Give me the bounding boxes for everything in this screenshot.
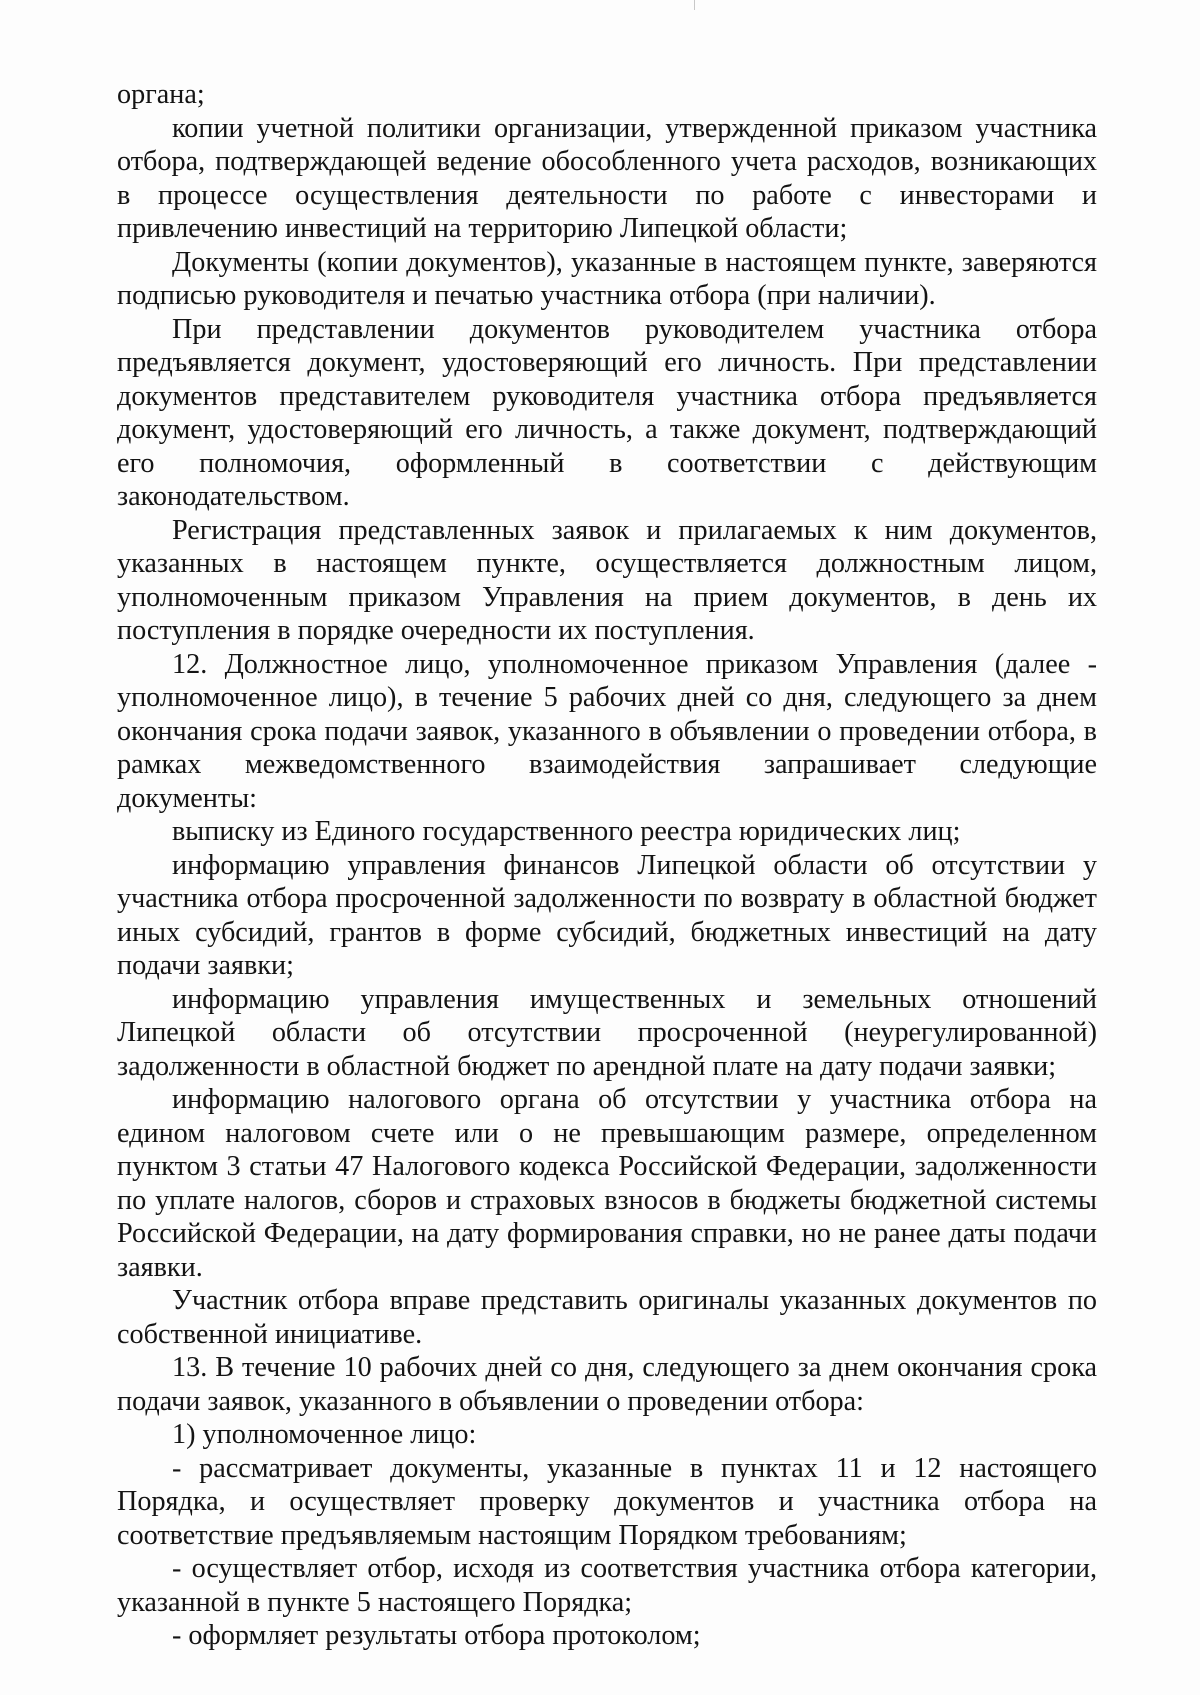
paragraph: выписку из Единого государственного реестра юридических лиц; [172, 816, 961, 847]
document-body [117, 78, 1097, 1653]
paragraph: Документы (копии документов), указанные в настоящем пункте, заверяются подписью руководителя и печатью участника отбора (при наличии). [117, 246, 1097, 311]
paragraph-item-13: 13. В течение 10 рабочих дней со дня, следующего за днем окончания срока подачи заявок, указанного в объявлении о проведении отбора: [117, 1352, 1097, 1417]
paragraph-item-12: 12. Должностное лицо, уполномоченное приказом Управления (далее - уполномоченное лицо), в течение 5 рабочих дней со дня, следующего за днем окончания срока подачи заявок, указанного в объявлении о проведении отбора, в рамках межведомственного взаимодействия запрашивает следующие документы: [117, 648, 1097, 814]
paragraph: органа; [117, 79, 205, 110]
paragraph: При представлении документов руководителем участника отбора предъявляется документ, удостоверяющий его личность. При представлении документов представителем руководителя участника отбора предъявляется документ, удостоверяющий его личность, а также документ, подтверждающий его полномочия, оформленный в соответствии с действующим законодательством. [117, 313, 1097, 512]
paragraph: Регистрация представленных заявок и прилагаемых к ним документов, указанных в настоящем пункте, осуществляется должностным лицом, уполномоченным приказом Управления на прием документов, в день их поступления в порядке очередности их поступления. [117, 514, 1097, 646]
paragraph: Участник отбора вправе представить оригиналы указанных документов по собственной инициативе. [117, 1285, 1097, 1350]
scan-artifact-mark [694, 0, 695, 10]
paragraph: 1) уполномоченное лицо: [172, 1419, 477, 1450]
list-item: - осуществляет отбор, исходя из соответствия участника отбора категории, указанной в пункте 5 настоящего Порядка; [117, 1553, 1097, 1618]
paragraph: копии учетной политики организации, утвержденной приказом участника отбора, подтверждающей ведение обособленного учета расходов, возникающих в процессе осуществления деятельности по работе с инвесторами и привлечению инвестиций на территорию Липецкой области; [117, 112, 1097, 244]
list-item: - оформляет результаты отбора протоколом; [172, 1620, 701, 1651]
paragraph: информацию управления имущественных и земельных отношений Липецкой области об отсутствии просроченной (неурегулированной) задолженности в областной бюджет по арендной плате на дату подачи заявки; [117, 983, 1097, 1082]
list-item: - рассматривает документы, указанные в пунктах 11 и 12 настоящего Порядка, и осуществляет проверку документов и участника отбора на соответствие предъявляемым настоящим Порядком требованиям; [117, 1452, 1097, 1551]
paragraph: информацию налогового органа об отсутствии у участника отбора на едином налоговом счете или о не превышающим размере, определенном пунктом 3 статьи 47 Налогового кодекса Российской Федерации, задолженности по уплате налогов, сборов и страховых взносов в бюджеты бюджетной системы Российской Федерации, на дату формирования справки, но не ранее даты подачи заявки. [117, 1084, 1097, 1283]
paragraph: информацию управления финансов Липецкой области об отсутствии у участника отбора просроченной задолженности по возврату в областной бюджет иных субсидий, грантов в форме субсидий, бюджетных инвестиций на дату подачи заявки; [117, 849, 1097, 981]
